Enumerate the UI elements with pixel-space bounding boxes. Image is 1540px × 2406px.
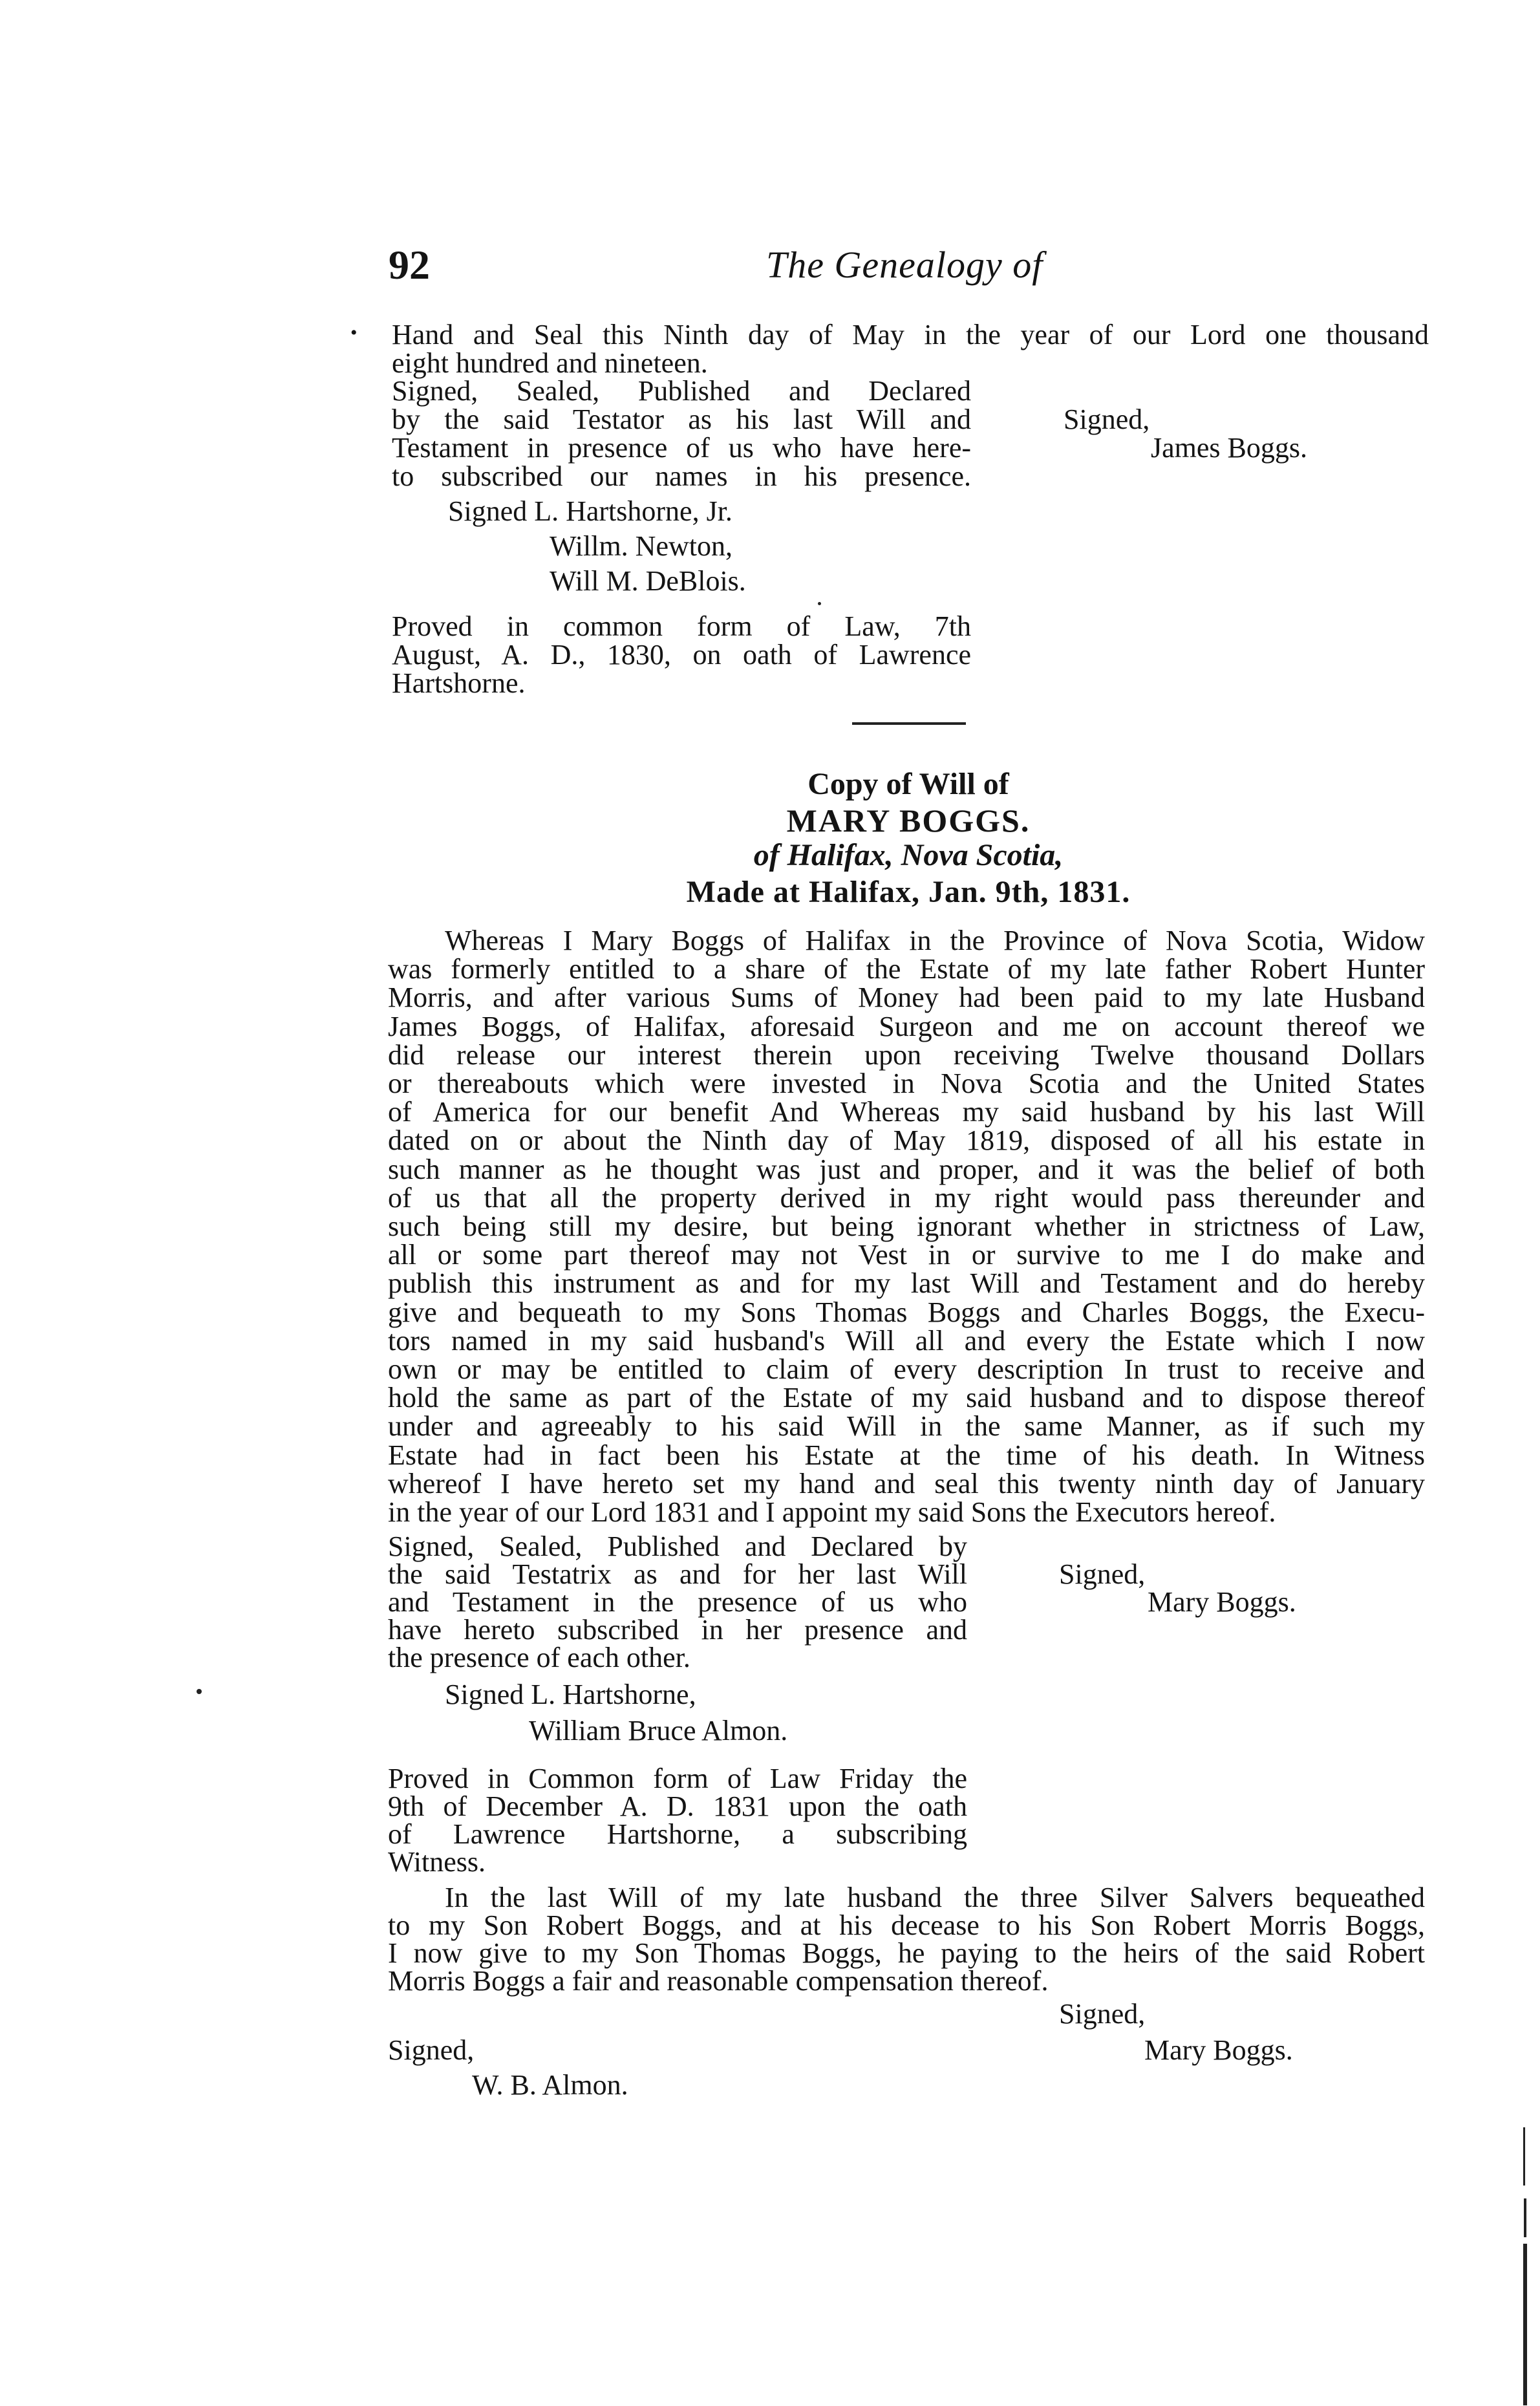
section-title-date: Made at Halifax, Jan. 9th, 1831. [686, 875, 1131, 909]
will-body-line: Whereas I Mary Boggs of Halifax in the Province of Nova Scotia, Widow [445, 925, 1425, 956]
witness-line: Willm. Newton, [550, 530, 733, 562]
attestation-line: Signed, Sealed, Published and Declared [392, 375, 971, 407]
will-body-line: own or may be entitled to claim of every description In trust to receive and [388, 1353, 1425, 1385]
will-body-line: such manner as he thought was just and proper, and it was the belief of both [388, 1154, 1425, 1185]
probate-line: 9th of December A. D. 1831 upon the oath [388, 1790, 967, 1822]
probate-line: August, A. D., 1830, on oath of Lawrence [392, 639, 971, 671]
signed-label: Signed, [388, 2034, 475, 2066]
section-title-name: MARY BOGGS. [786, 802, 1031, 839]
will-body-line: or thereabouts which were invested in Nova Scotia and the United States [388, 1068, 1425, 1099]
codicil-line: I now give to my Son Thomas Boggs, he paying to the heirs of the said Robert [388, 1937, 1425, 1969]
will-body-line: such being still my desire, but being ignorant whether in strictness of Law, [388, 1210, 1425, 1242]
scan-speck [818, 602, 821, 605]
section-title-place: of Halifax, Nova Scotia, [753, 838, 1064, 872]
will-body-line: in the year of our Lord 1831 and I appoint my said Sons the Executors hereof. [388, 1496, 1276, 1528]
witness-line: Signed L. Hartshorne, Jr. [448, 495, 733, 527]
will-body-line: whereof I have hereto set my hand and seal this twenty ninth day of January [388, 1468, 1425, 1499]
probate-line: Proved in Common form of Law Friday the [388, 1763, 967, 1794]
section-title-line: Copy of Will of [807, 767, 1009, 801]
probate-line: Hartshorne. [392, 667, 526, 699]
attestation-line: Signed, Sealed, Published and Declared by [388, 1531, 967, 1562]
codicil-line: Morris Boggs a fair and reasonable compensation thereof. [388, 1965, 1049, 1997]
will-body-line: Estate had in fact been his Estate at the time of his death. In Witness [388, 1439, 1425, 1471]
will-body-line: dated on or about the Ninth day of May 1819, disposed of all his estate in [388, 1124, 1425, 1156]
probate-line: of Lawrence Hartshorne, a subscribing [388, 1818, 967, 1850]
scan-speck [197, 1689, 202, 1694]
attestation-line: Testament in presence of us who have here- [392, 432, 971, 464]
will-body-line: Morris, and after various Sums of Money had been paid to my late Husband [388, 982, 1425, 1013]
running-title: The Genealogy of [766, 244, 1043, 286]
page-number: 92 [389, 242, 430, 288]
text-line: Hand and Seal this Ninth day of May in the year of our Lord one thousand [392, 319, 1429, 350]
margin-bullet-mark: • [350, 322, 358, 343]
will-body-line: did release our interest therein upon receiving Twelve thousand Dollars [388, 1039, 1425, 1071]
scan-edge-mark [1523, 2127, 1525, 2186]
probate-line: Witness. [388, 1846, 486, 1878]
will-body-line: tors named in my said husband's Will all and every the Estate which I now [388, 1325, 1425, 1357]
will-body-line: was formerly entitled to a share of the Estate of my late father Robert Hunter [388, 953, 1425, 985]
witness-line: Signed L. Hartshorne, [445, 1679, 696, 1710]
attestation-line: and Testament in the presence of us who [388, 1586, 967, 1618]
testatrix-signature: Mary Boggs. [1148, 1586, 1296, 1618]
attestation-line: by the said Testator as his last Will and [392, 403, 971, 435]
scan-edge-mark [1524, 2198, 1526, 2237]
codicil-line: In the last Will of my late husband the three Silver Salvers bequeathed [445, 1882, 1425, 1913]
attestation-line: the said Testatrix as and for her last Will [388, 1558, 967, 1590]
signed-label: Signed, [1059, 1998, 1146, 2030]
witness-line: William Bruce Almon. [529, 1715, 788, 1746]
attestation-line: have hereto subscribed in her presence and [388, 1614, 967, 1646]
attestation-line: the presence of each other. [388, 1642, 690, 1673]
will-body-line: James Boggs, of Halifax, aforesaid Surgeon and me on account thereof we [388, 1011, 1425, 1042]
will-body-line: hold the same as part of the Estate of my said husband and to dispose thereof [388, 1382, 1425, 1413]
text-line: eight hundred and nineteen. [392, 347, 708, 379]
will-body-line: of America for our benefit And Whereas my said husband by his last Will [388, 1096, 1425, 1128]
will-body-line: of us that all the property derived in my right would pass thereunder and [388, 1182, 1425, 1214]
probate-line: Proved in common form of Law, 7th [392, 610, 971, 642]
signed-label: Signed, [1064, 403, 1150, 435]
testator-signature: James Boggs. [1151, 432, 1307, 464]
will-body-line: under and agreeably to his said Will in the same Manner, as if such my [388, 1410, 1425, 1442]
codicil-signature: Mary Boggs. [1144, 2034, 1293, 2066]
will-body-line: publish this instrument as and for my last Will and Testament and do hereby [388, 1267, 1425, 1299]
section-divider [852, 722, 966, 725]
witness-signature: W. B. Almon. [472, 2069, 628, 2101]
will-body-line: all or some part thereof may not Vest in or survive to me I do make and [388, 1239, 1425, 1271]
signed-label: Signed, [1059, 1558, 1146, 1590]
scan-edge-mark [1523, 2244, 1527, 2405]
attestation-line: to subscribed our names in his presence. [392, 460, 971, 492]
codicil-line: to my Son Robert Boggs, and at his decease to his Son Robert Morris Boggs, [388, 1909, 1425, 1941]
witness-line: Will M. DeBlois. [550, 565, 746, 597]
will-body-line: give and bequeath to my Sons Thomas Boggs and Charles Boggs, the Execu- [388, 1296, 1425, 1328]
